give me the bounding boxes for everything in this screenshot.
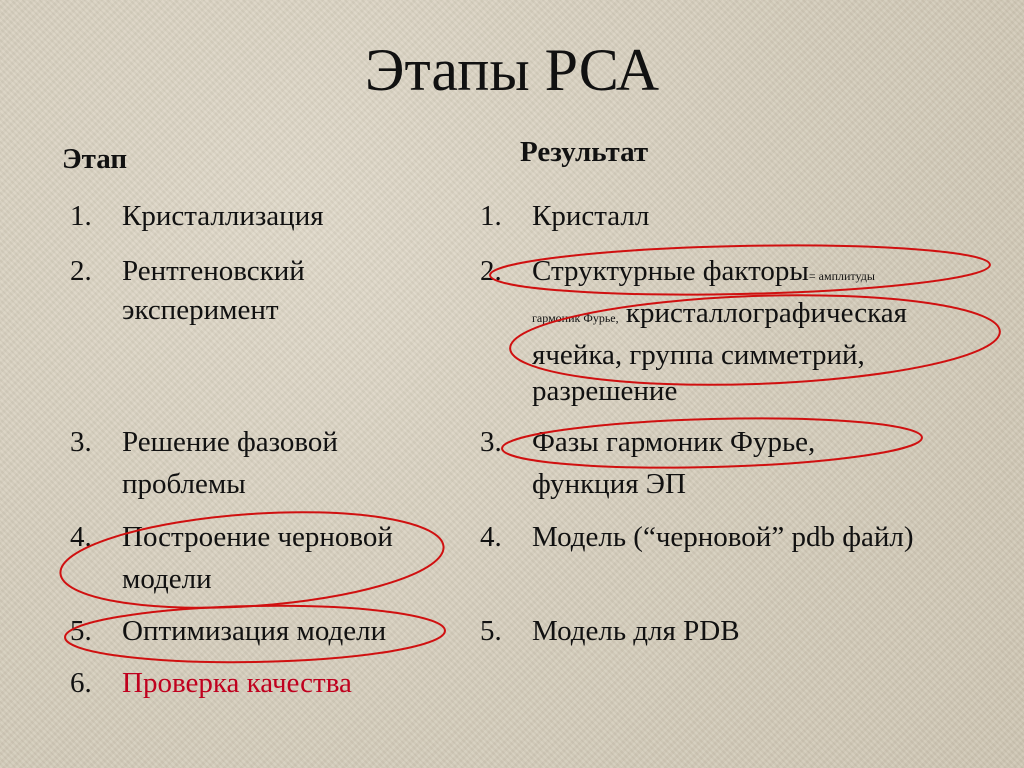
stage-text: Решение фазовой: [122, 426, 338, 458]
column-header-result: Результат: [520, 136, 649, 168]
result-number: 3.: [480, 426, 502, 458]
result-number: 1.: [480, 200, 502, 232]
result-text: [532, 250, 875, 292]
result-text-note: = амплитуды: [808, 269, 875, 283]
result-text-main: кристаллографическая: [625, 297, 907, 329]
result-text: [532, 292, 907, 334]
result-number: 5.: [480, 615, 502, 647]
stage-text: Рентгеновский: [122, 255, 305, 287]
result-text: Модель для PDB: [532, 615, 740, 647]
result-text: разрешение: [532, 375, 678, 407]
result-text: ячейка, группа симметрий,: [532, 339, 865, 371]
stage-text: Оптимизация модели: [122, 615, 387, 647]
result-text: функция ЭП: [532, 468, 686, 500]
result-text-main: Структурные факторы: [532, 255, 809, 287]
result-text-note: гармоник Фурье,: [532, 311, 619, 325]
result-text: Кристалл: [532, 200, 650, 232]
stage-number: 2.: [70, 255, 92, 287]
result-text: Фазы гармоник Фурье,: [532, 426, 816, 458]
slide-title: Этапы РСА: [364, 37, 660, 103]
stage-text-highlighted: Проверка качества: [122, 667, 352, 699]
stage-number: 5.: [70, 615, 92, 647]
stage-number: 3.: [70, 426, 92, 458]
stage-text: Построение черновой: [122, 521, 393, 553]
stage-text: проблемы: [122, 468, 246, 500]
stage-number: 4.: [70, 521, 92, 553]
stage-text: модели: [122, 563, 212, 595]
stage-text: Кристаллизация: [122, 200, 324, 232]
column-header-stage: Этап: [62, 143, 128, 175]
stage-number: 6.: [70, 667, 92, 699]
result-text: Модель (“черновой” pdb файл): [532, 521, 914, 553]
stage-number: 1.: [70, 200, 92, 232]
result-number: 2.: [480, 255, 502, 287]
stage-text: эксперимент: [122, 294, 279, 326]
result-number: 4.: [480, 521, 502, 553]
